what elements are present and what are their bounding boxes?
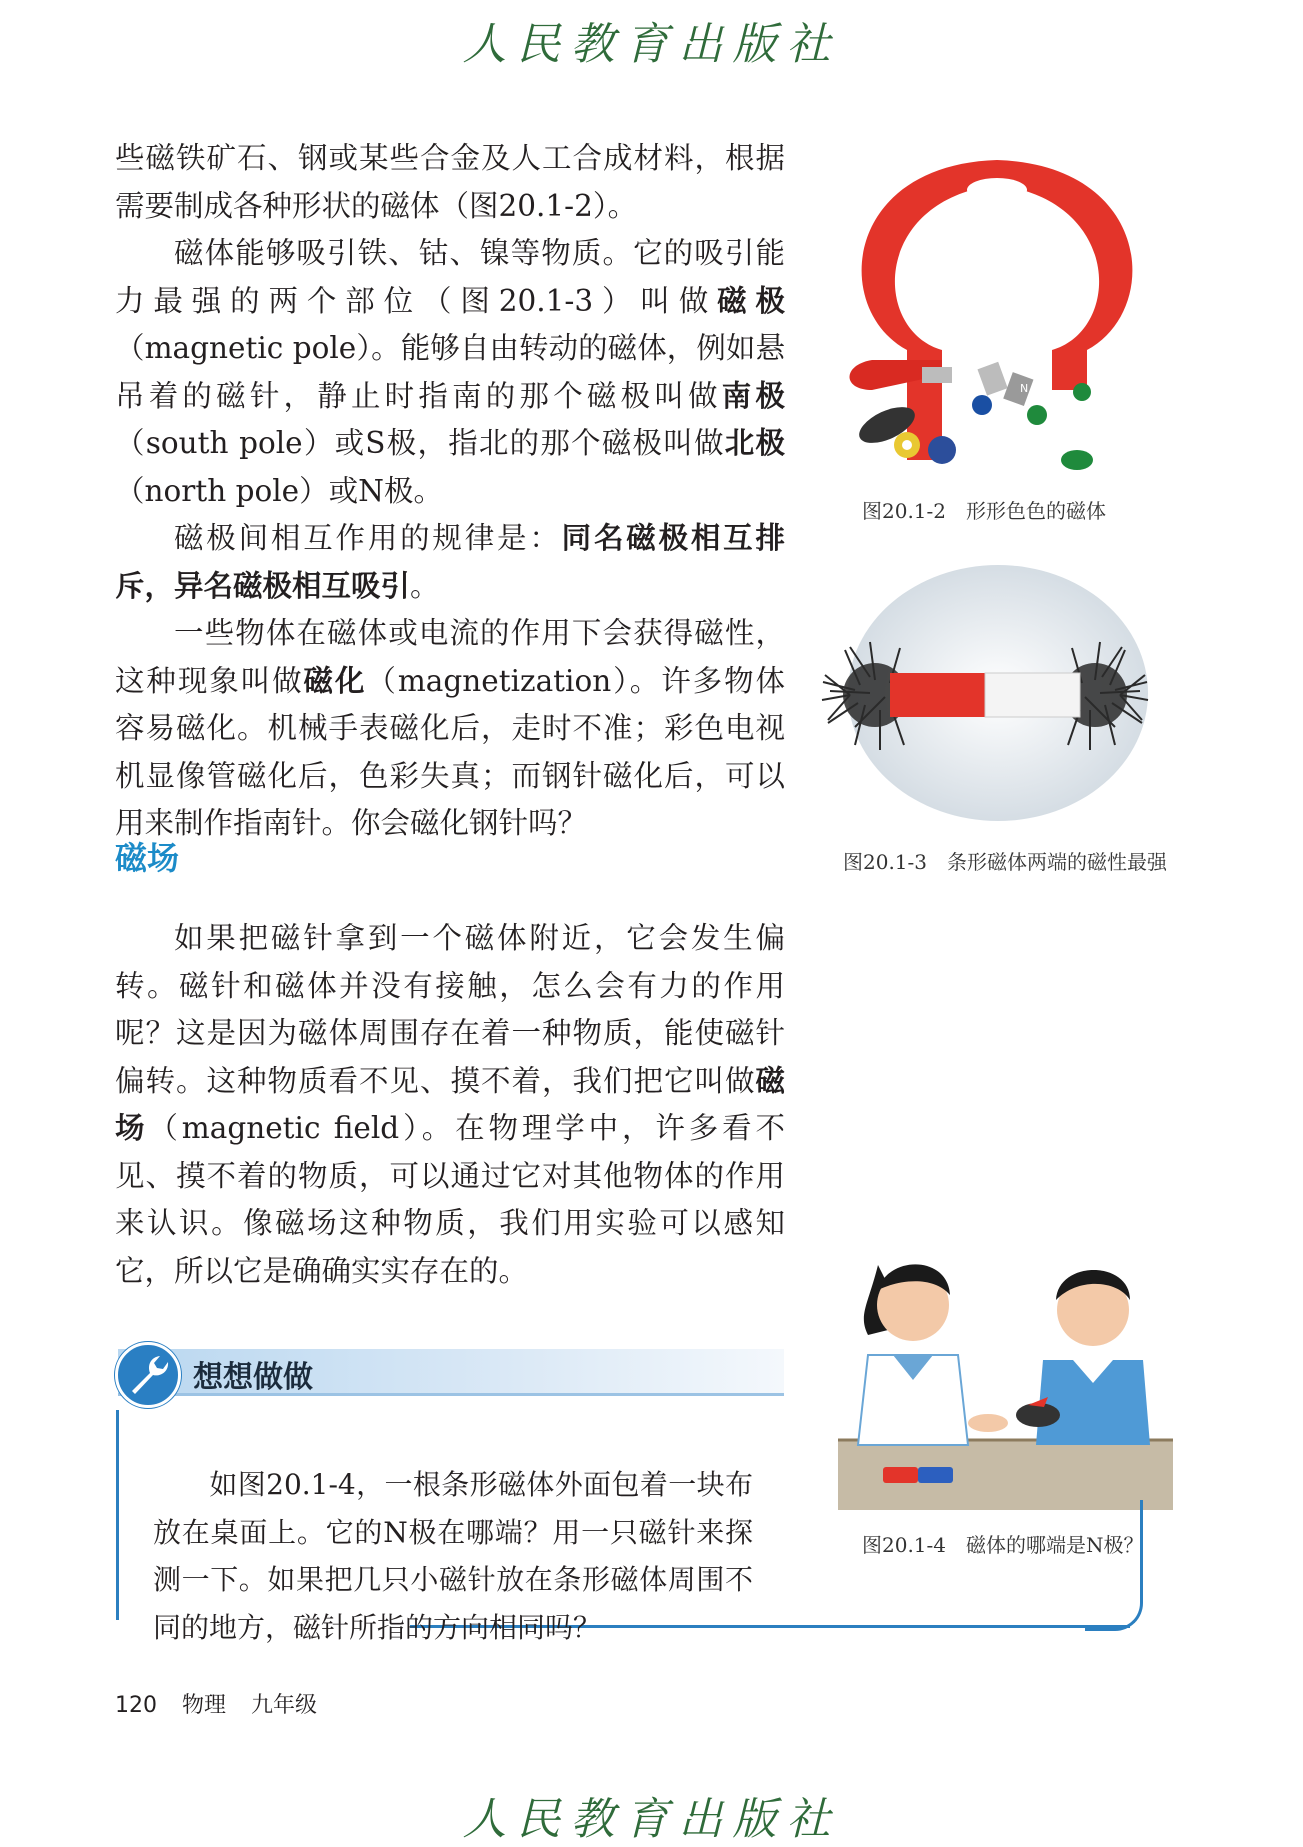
- paragraph-magnetic-poles: 磁体能够吸引铁、钴、镍等物质。它的吸引能力最强的两个部位（图20.1-3）叫做磁极（magnetic pole）。能够自由转动的磁体，例如悬吊着的磁针，静止时指南的那个磁极叫做南极（south pole）或S极，指北的那个磁极叫做北极（north pole）或N极。: [115, 236, 785, 508]
- publisher-watermark-bottom: 人民教育出版社: [462, 1794, 841, 1845]
- caption-fig-20-1-3: 图20.1-3 条形磁体两端的磁性最强: [843, 850, 1168, 874]
- caption-fig-20-1-4: 图20.1-4 磁体的哪端是N极？: [862, 1533, 1144, 1557]
- activity-title: 想想做做: [193, 1360, 313, 1395]
- activity-text: 如图20.1-4，一根条形磁体外面包着一块布放在桌面上。它的N极在哪端？用一只磁针来探测一下。如果把几只小磁针放在条形磁体周围不同的地方，磁针所指的方向相同吗？: [153, 1468, 753, 1644]
- publisher-watermark-top: 人民教育出版社: [462, 19, 841, 70]
- term-magnetic-pole: 磁极: [717, 283, 785, 318]
- paragraph-pole-rule: 磁极间相互作用的规律是：同名磁极相互排斥，异名磁极相互吸引。: [115, 521, 785, 603]
- page-number: 120: [115, 1693, 157, 1718]
- grade-label: 九年级: [251, 1693, 318, 1718]
- paragraph-magnetization: 一些物体在磁体或电流的作用下会获得磁性，这种现象叫做磁化（magnetization）。许多物体容易磁化。机械手表磁化后，走时不准；彩色电视机显像管磁化后，色彩失真；而钢针磁化后，可以用来制作指南针。你会磁化钢针吗？: [115, 616, 785, 840]
- paragraph-1: 些磁铁矿石、钢或某些合金及人工合成材料，根据需要制成各种形状的磁体（图20.1-2）。: [115, 141, 785, 223]
- assorted-magnets-illustration: [832, 160, 1162, 480]
- activity-box-corner: [1085, 1500, 1143, 1631]
- magnet-label-n: N: [1020, 382, 1029, 395]
- figure-bar-magnet-filings: [820, 565, 1165, 825]
- subject-label: 物理: [182, 1693, 227, 1718]
- section-heading-magnetic-field: 磁场: [115, 839, 180, 877]
- term-south-pole: 南极: [721, 378, 785, 413]
- term-magnetization: 磁化: [303, 663, 367, 698]
- magnet-label-s: S: [1037, 364, 1044, 377]
- paragraph-magnetic-field: 如果把磁针拿到一个磁体附近，它会发生偏转。磁针和磁体并没有接触，怎么会有力的作用呢？这是因为磁体周围存在着一种物质，能使磁针偏转。这种物质看不见、摸不着，我们把它叫做磁场（magnetic field）。在物理学中，许多看不见、摸不着的物质，可以通过它对其他物体的作用来认识。像磁场这种物质，我们用实验可以感知它，所以它是确确实实存在的。: [115, 921, 785, 1288]
- term-pole-rule: 同名磁极相互排斥，异名磁极相互吸引: [115, 521, 785, 603]
- figure-assorted-magnets: [832, 160, 1162, 480]
- main-text-column: [115, 135, 785, 848]
- bar-magnet-filings-illustration: [820, 565, 1165, 825]
- page-footer: [115, 1688, 335, 1719]
- term-magnetic-field: 磁场: [115, 1063, 785, 1145]
- wrench-icon: [115, 1342, 181, 1408]
- activity-box-left-border: [116, 1410, 119, 1620]
- students-illustration: [838, 1245, 1173, 1510]
- caption-fig-20-1-2: 图20.1-2 形形色色的磁体: [862, 499, 1107, 523]
- magnetic-field-text: [115, 915, 785, 1295]
- figure-students-probing-magnet: [838, 1245, 1173, 1510]
- term-north-pole: 北极: [724, 426, 785, 460]
